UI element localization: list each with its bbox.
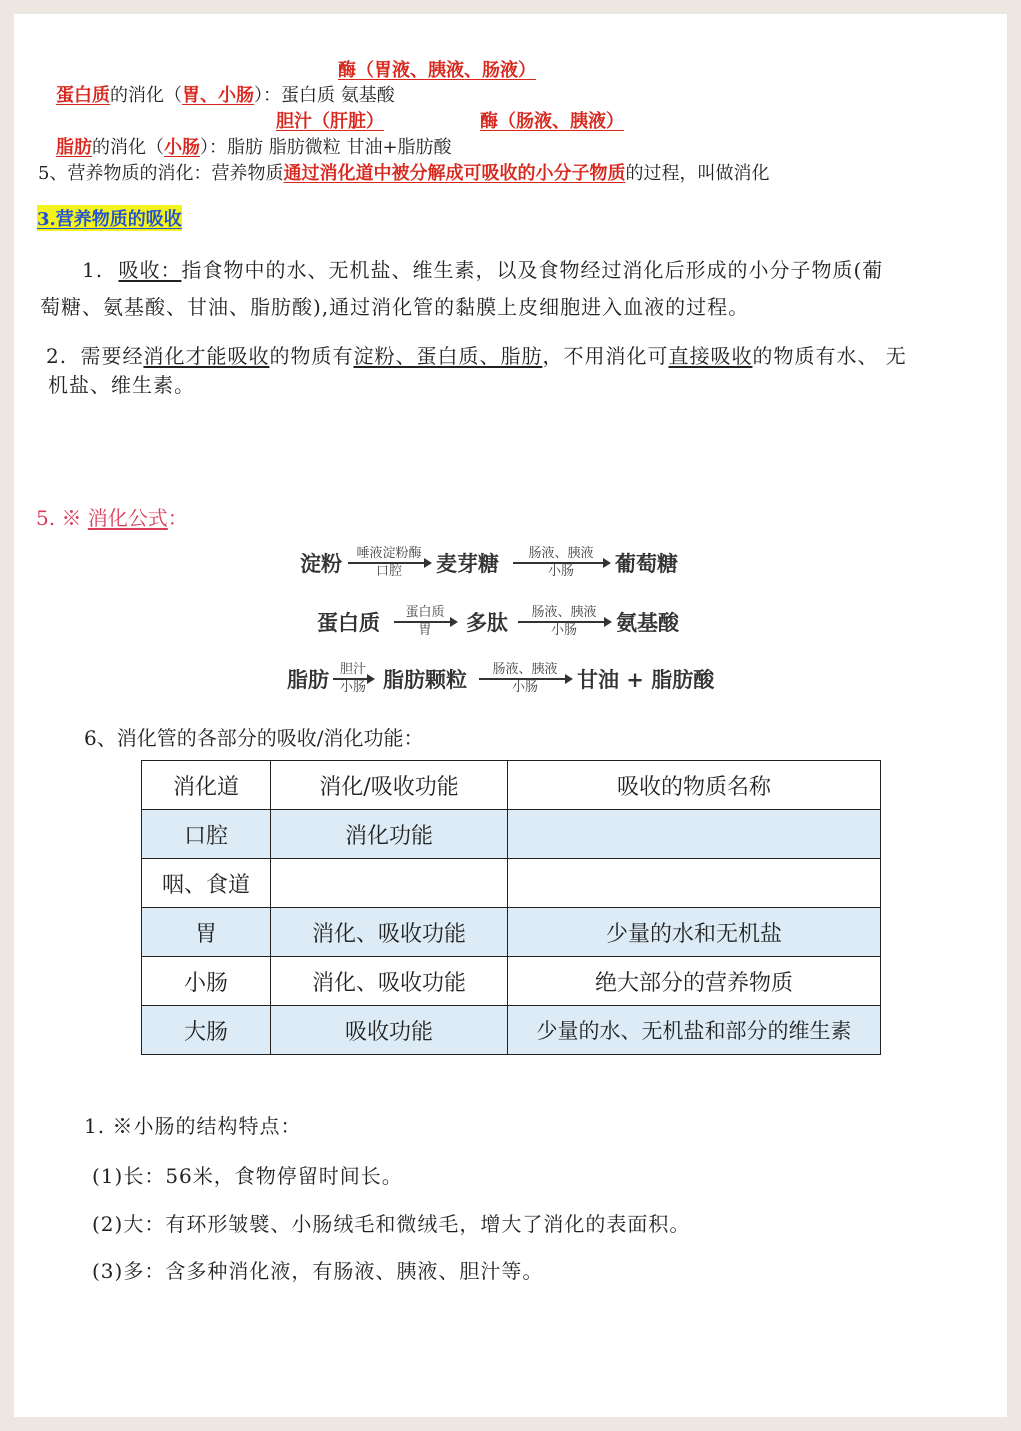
p2-e: ，不用消化可 xyxy=(542,344,669,368)
reaction-arrow xyxy=(513,546,609,580)
table-cell: 少量的水、无机盐和部分的维生素 xyxy=(508,1006,881,1055)
arrow-top-label: 肠液、胰液 xyxy=(492,662,558,677)
arrow-line xyxy=(479,678,571,680)
table-row xyxy=(142,859,881,908)
enzyme-note-1: 酶（胃液、胰液、肠液） xyxy=(338,60,536,81)
formula-row-protein xyxy=(317,605,679,639)
formula-intermediate: 多肽 xyxy=(466,610,508,635)
fat-word: 脂肪 xyxy=(56,137,92,158)
p2-a: 需要经 xyxy=(80,344,144,368)
absorb-line-2: 萄糖、氨基酸、甘油、脂肪酸),通过消化管的黏膜上皮细胞进入血液的过程。 xyxy=(40,295,750,319)
arrow-line xyxy=(394,621,456,623)
arrow-bottom-label: 胃 xyxy=(418,623,432,638)
section-3-heading: 3.营养物质的吸收 xyxy=(37,205,182,231)
table-cell: 少量的水和无机盐 xyxy=(508,908,881,957)
table-cell: 小肠 xyxy=(142,957,271,1006)
table-cell: 咽、食道 xyxy=(142,859,271,908)
table-cell: 消化功能 xyxy=(271,810,508,859)
arrow-bottom-label: 小肠 xyxy=(511,680,538,695)
formula-heading-term: 消化公式 xyxy=(87,506,168,530)
table-row xyxy=(142,957,881,1006)
absorb-term: 吸收： xyxy=(118,258,182,282)
intestine-point-2: (2)大：有环形皱襞、小肠绒毛和微绒毛，增大了消化的表面积。 xyxy=(92,1212,691,1236)
formula-substance: 淀粉 xyxy=(300,551,342,576)
formula-substance: 蛋白质 xyxy=(317,610,380,635)
definition-suffix: 的过程，叫做消化 xyxy=(625,163,770,184)
definition-prefix: 5、营养物质的消化：营养物质 xyxy=(38,163,284,184)
fat-mid: 的消化（ xyxy=(92,137,164,158)
formula-row-fat xyxy=(287,662,714,696)
table-header: 消化/吸收功能 xyxy=(271,761,508,810)
table-title: 6、消化管的各部分的吸收/消化功能： xyxy=(84,726,424,750)
enzyme-note-2: 酶（肠液、胰液） xyxy=(480,111,624,132)
arrow-line xyxy=(333,678,373,680)
digestive-function-table xyxy=(141,760,881,1055)
arrow-bottom-label: 口腔 xyxy=(375,564,402,579)
formula-heading-prefix: 5. ※ xyxy=(36,506,88,530)
table-header: 消化道 xyxy=(142,761,271,810)
arrow-line xyxy=(348,562,430,564)
intestine-point-1: (1)长：56米，食物停留时间长。 xyxy=(92,1164,403,1188)
protein-organs: 胃、小肠 xyxy=(182,85,254,106)
formula-intermediate: 麦芽糖 xyxy=(436,551,499,576)
arrow-line xyxy=(513,562,609,564)
table-cell: 消化、吸收功能 xyxy=(271,908,508,957)
table-cell xyxy=(271,859,508,908)
protein-end: ）：蛋白质 氨基酸 xyxy=(254,85,395,106)
bile-note: 胆汁（肝脏） xyxy=(276,111,384,132)
absorb-line-1 xyxy=(82,254,883,283)
table-cell: 消化、吸收功能 xyxy=(271,957,508,1006)
fat-organ: 小肠 xyxy=(164,137,200,158)
reaction-arrow xyxy=(394,605,456,639)
arrow-bottom-label: 小肠 xyxy=(547,564,574,579)
intestine-point-3: (3)多：含多种消化液，有肠液、胰液、胆汁等。 xyxy=(92,1259,544,1283)
formula-heading xyxy=(36,502,188,531)
p2-g: 的物质有水、 无 xyxy=(752,344,907,368)
fat-end: ）：脂肪 脂肪微粒 甘油+脂肪酸 xyxy=(200,137,452,158)
intestine-title: 1. ※小肠的结构特点： xyxy=(84,1114,302,1138)
fat-digestion-line xyxy=(56,133,452,159)
formula-intermediate: 脂肪颗粒 xyxy=(383,667,467,692)
p2-c: 的物质有 xyxy=(269,344,354,368)
table-cell: 口腔 xyxy=(142,810,271,859)
reaction-arrow xyxy=(333,662,373,696)
table-header-row xyxy=(142,761,881,810)
protein-word: 蛋白质 xyxy=(56,85,110,106)
document-page xyxy=(14,14,1007,1417)
p2-b: 消化才能吸收 xyxy=(143,344,270,368)
formula-heading-colon: ： xyxy=(167,506,188,530)
absorb-text-1: 指食物中的水、无机盐、维生素，以及食物经过消化后形成的小分子物质(葡 xyxy=(181,258,884,282)
p2-f: 直接吸收 xyxy=(668,344,753,368)
reaction-arrow xyxy=(518,605,610,639)
absorb-number-1: 1. xyxy=(82,258,104,282)
table-cell xyxy=(508,859,881,908)
arrow-line xyxy=(518,621,610,623)
formula-product: 葡萄糖 xyxy=(615,551,678,576)
formula-product: 氨基酸 xyxy=(616,610,679,635)
reaction-arrow xyxy=(348,546,430,580)
arrow-top-label: 肠液、胰液 xyxy=(528,546,594,561)
digestion-definition xyxy=(38,159,769,185)
arrow-top-label: 唾液淀粉酶 xyxy=(356,546,422,561)
table-cell: 大肠 xyxy=(142,1006,271,1055)
arrow-top-label: 蛋白质 xyxy=(405,605,445,620)
p2-d: 淀粉、蛋白质、脂肪 xyxy=(353,344,543,368)
table-row xyxy=(142,1006,881,1055)
reaction-arrow xyxy=(479,662,571,696)
absorb-para-2 xyxy=(46,340,907,369)
table-cell: 吸收功能 xyxy=(271,1006,508,1055)
formula-row-starch xyxy=(300,546,678,580)
table-row xyxy=(142,810,881,859)
definition-key: 通过消化道中被分解成可吸收的小分子物质 xyxy=(283,163,626,184)
formula-product: 甘油 + 脂肪酸 xyxy=(577,667,715,692)
arrow-bottom-label: 小肠 xyxy=(550,623,577,638)
protein-mid: 的消化（ xyxy=(110,85,182,106)
protein-digestion-line xyxy=(56,81,395,107)
table-cell: 绝大部分的营养物质 xyxy=(508,957,881,1006)
table-header: 吸收的物质名称 xyxy=(508,761,881,810)
formula-substance: 脂肪 xyxy=(287,667,329,692)
table-cell xyxy=(508,810,881,859)
arrow-bottom-label: 小肠 xyxy=(339,680,366,695)
table-cell: 胃 xyxy=(142,908,271,957)
table-row xyxy=(142,908,881,957)
absorb-para-2-line-2: 机盐、维生素。 xyxy=(48,373,195,397)
arrow-top-label: 肠液、胰液 xyxy=(531,605,597,620)
absorb-number-2: 2. xyxy=(46,344,68,368)
arrow-top-label: 胆汁 xyxy=(339,662,366,677)
